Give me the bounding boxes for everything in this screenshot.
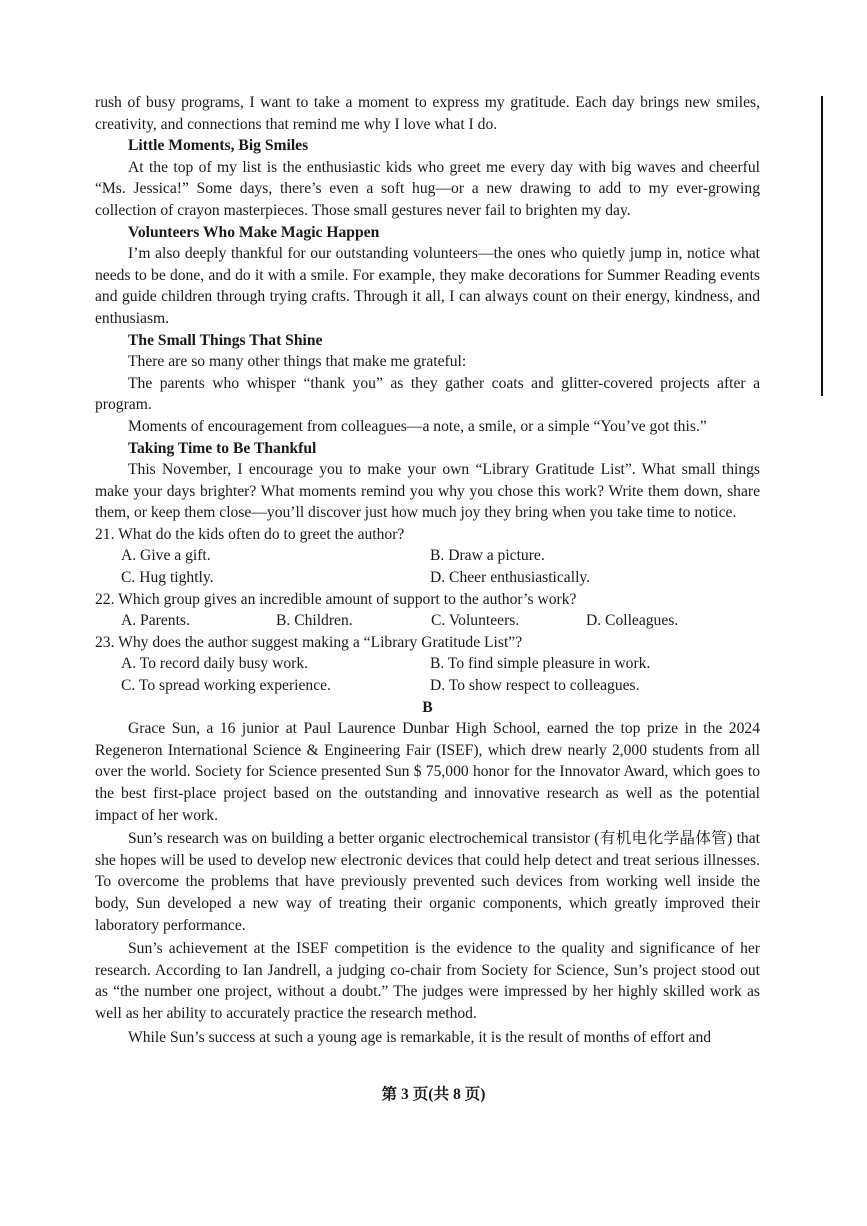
question-stem: 23. Why does the author suggest making a “Library Gratitude List”? <box>95 633 523 651</box>
section-heading: Volunteers Who Make Magic Happen <box>128 223 380 241</box>
document-page <box>95 92 760 1048</box>
paragraph: Grace Sun, a 16 junior at Paul Laurence Dunbar High School, earned the top prize in the 2024 Regeneron International Science & Engineering Fair (ISEF), which drew nearly 2,000 students from all over the world. Society for Science presented Sun $ 75,000 honor for the Innovator Award, which goes to the best first-place project based on the outstanding and innovative research as well as the potential impact of her work. <box>95 720 760 824</box>
paragraph: Moments of encouragement from colleagues—a note, a smile, or a simple “You’ve got this.” <box>128 417 707 435</box>
answer-options <box>95 545 760 588</box>
question-stem: 22. Which group gives an incredible amount of support to the author’s work? <box>95 590 577 608</box>
answer-option: B. Children. <box>276 612 353 630</box>
section-heading: The Small Things That Shine <box>128 331 323 349</box>
section-heading: Little Moments, Big Smiles <box>128 137 309 155</box>
paragraph: This November, I encourage you to make your own “Library Gratitude List”. What small things make your days brighter? What moments remind you why you chose this work? Write them down, share them, or keep them close—you’ll discover just how much joy they bring when you take time to notice. <box>95 461 760 522</box>
answer-option: A. Parents. <box>121 612 190 630</box>
answer-option: A. Give a gift. <box>121 547 211 565</box>
paragraph: I’m also deeply thankful for our outstanding volunteers—the ones who quietly jump in, notice what needs to be done, and do it with a smile. For example, they make decorations for Summer Reading events and guide children through trying crafts. Through it all, I can always count on their energy, kindness, and enthusiasm. <box>95 245 760 327</box>
page-edge-line <box>821 96 823 396</box>
answer-option: C. Volunteers. <box>431 612 520 630</box>
answer-options <box>95 653 760 696</box>
answer-option: D. Cheer enthusiastically. <box>430 569 591 587</box>
paragraph: While Sun’s success at such a young age is remarkable, it is the result of months of effort and <box>128 1028 712 1046</box>
passage-label: B <box>422 698 433 716</box>
section-heading: Taking Time to Be Thankful <box>128 439 317 457</box>
answer-option: C. Hug tightly. <box>121 569 214 587</box>
page-footer: 第 3 页(共 8 页) <box>381 1086 486 1103</box>
answer-option: D. Colleagues. <box>586 612 679 630</box>
question-stem: 21. What do the kids often do to greet the author? <box>95 525 405 543</box>
paragraph: Sun’s achievement at the ISEF competition is the evidence to the quality and significance of her research. According to Ian Jandrell, a judging co-chair from Society for Science, Sun’s project stood out as “the number one project, without a doubt.” The judges were impressed by her highly skilled work as well as her ability to accurately practice the research method. <box>95 940 760 1022</box>
paragraph: There are so many other things that make me grateful: <box>128 353 467 371</box>
paragraph: The parents who whisper “thank you” as they gather coats and glitter-covered projects after a program. <box>95 374 760 414</box>
paragraph: At the top of my list is the enthusiastic kids who greet me every day with big waves and cheerful “Ms. Jessica!” Some days, there’s even a soft hug—or a new drawing to add to my ever-growing collection of crayon masterpieces. Those small gestures never fail to brighten my day. <box>95 158 760 219</box>
paragraph: Sun’s research was on building a better organic electrochemical transistor (有机电化学晶体管) that she hopes will be used to develop new electronic devices that could help detect and treat serious illnesses. To overcome the problems that have previously prevented such devices from working well inside the body, Sun developed a new way of treating their organic components, which greatly improved their laboratory performance. <box>95 830 760 934</box>
answer-option: D. To show respect to colleagues. <box>430 677 640 695</box>
answer-option: A. To record daily busy work. <box>121 655 309 673</box>
paragraph: rush of busy programs, I want to take a moment to express my gratitude. Each day brings new smiles, creativity, and connections that remind me why I love what I do. <box>95 94 760 133</box>
answer-options <box>95 610 760 632</box>
answer-option: B. To find simple pleasure in work. <box>430 655 651 673</box>
answer-option: B. Draw a picture. <box>430 547 545 565</box>
answer-option: C. To spread working experience. <box>121 677 331 695</box>
